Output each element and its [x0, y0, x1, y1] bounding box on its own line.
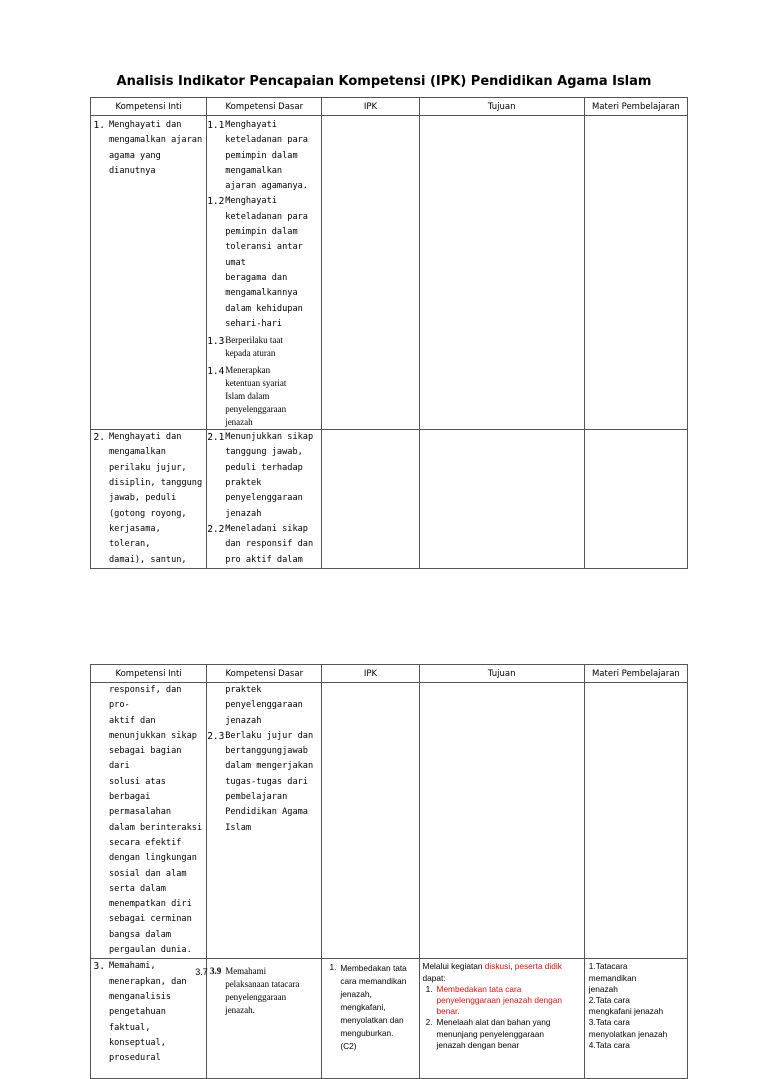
kd-2-1-text: Menunjukkan sikap tanggung jawab, peduli terhadap praktek penyelenggaraan jenazah [225, 432, 314, 519]
table-header-row [91, 665, 688, 683]
ki-1-text: Menghayati dan mengamalkan ajaran agama yang dianutnya [109, 120, 203, 176]
tujuan-cell: Melalui kegiatan diskusi, peserta didik dapat: 1. Membedakan tata cara penyelenggaraan jenazah dengan benar. 2. Menelaah alat dan bahan yang menunjang penyelenggaraan jenazah dengan benar [419, 959, 584, 1079]
kd-cell: praktek penyelenggaraan jenazah 2.3 Berlaku jujur dan bertanggungjawab dalam mengerjakan tugas-tugas dari pembelajaran Pendidikan Agama Islam [207, 683, 322, 959]
kd-1-1-text: Menghayati keteladanan para pemimpin dalam mengamalkan ajaran agamanya. [225, 120, 308, 192]
ki-cell: 2. Menghayati dan mengamalkan perilaku jujur, disiplin, tanggung jawab, peduli (gotong royong, kerjasama, toleran, damai), santun, [91, 430, 207, 569]
materi-item: 1.Tatacara memandikan jenazah [588, 961, 637, 994]
kd-2-2-continued-text: praktek penyelenggaraan jenazah [225, 685, 303, 726]
tujuan-2-text: Menelaah alat dan bahan yang menunjang penyelenggaraan jenazah dengan benar [436, 1017, 551, 1050]
ipk-table-page-1 [90, 97, 688, 569]
ipk-cell: 1. Membedakan tata cara memandikan jenazah, mengkafani, menyolatkan dan menguburkan. (C2) [322, 959, 419, 1079]
ipk-table-page-2 [90, 664, 688, 1079]
kd-3-7-stub: 3.7 [195, 967, 208, 978]
kd-cell: 3.7 3.9 Memahami pelaksanaan tatacara penyelenggaraan jenazah. [207, 959, 322, 1079]
header-tujuan: Tujuan [419, 665, 584, 683]
materi-cell [584, 116, 687, 430]
materi-item: 4.Tata cara [588, 1039, 630, 1050]
kd-2-3-text: Berlaku jujur dan bertanggungjawab dalam mengerjakan tugas-tugas dari pembelajaran Pendidikan Agama Islam [225, 730, 314, 833]
materi-cell [584, 683, 687, 959]
tujuan-intro: Melalui kegiatan diskusi, peserta didik dapat: [422, 961, 562, 983]
ipk-1-text: Membedakan tata cara memandikan jenazah, mengkafani, menyolatkan dan menguburkan. (C2) [340, 963, 407, 1052]
ki-2-text: Menghayati dan mengamalkan perilaku jujur, disiplin, tanggung jawab, peduli (gotong royong, kerjasama, toleran, damai), santun, [109, 432, 203, 565]
ipk-cell [322, 683, 419, 959]
kd-cell: 2.1 Menunjukkan sikap tanggung jawab, peduli terhadap praktek penyelenggaraan jenazah 2.2 Meneladani sikap dan responsif dan pro aktif dalam [207, 430, 322, 569]
ki-cell: 3. Memahami, menerapkan, dan menganalisis pengetahuan faktual, konseptual, prosedural [91, 959, 207, 1079]
materi-cell [584, 959, 687, 1079]
ipk-cell [322, 430, 419, 569]
kd-2-2-text: Meneladani sikap dan responsif dan pro aktif dalam [225, 523, 314, 565]
header-kompetensi-dasar: Kompetensi Dasar [207, 98, 322, 116]
kd-1-2-text: Menghayati keteladanan para pemimpin dalam toleransi antar umat beragama dan mengamalkannya dalam kehidupan sehari-hari [225, 196, 308, 329]
ki-cell [91, 683, 207, 959]
ki-2-continued-text: responsif, dan pro- aktif dan menunjukkan sikap sebagai bagian dari solusi atas berbagai permasalahan dalam berinteraksi secara efektif dengan lingkungan sosial dan alam serta dalam menempatkan diri sebagai cerminan bangsa dalam pergaulan dunia. [109, 685, 203, 956]
table-row [91, 116, 688, 430]
header-materi: Materi Pembelajaran [584, 665, 687, 683]
header-tujuan: Tujuan [419, 98, 584, 116]
ipk-cell [322, 116, 419, 430]
tujuan-cell [419, 116, 584, 430]
tujuan-cell [419, 683, 584, 959]
header-kompetensi-inti: Kompetensi Inti [91, 665, 207, 683]
table-row [91, 959, 688, 1079]
ki-3-text: Memahami, menerapkan, dan menganalisis pengetahuan faktual, konseptual, prosedural [109, 961, 187, 1064]
kd-3-9-text: Memahami pelaksanaan tatacara penyelenggaraan jenazah. [225, 966, 300, 1016]
ki-cell: 1. Menghayati dan mengamalkan ajaran agama yang dianutnya [91, 116, 207, 430]
materi-item: 2.Tata cara mengkafani jenazah [588, 994, 664, 1017]
document-title: Analisis Indikator Pencapaian Kompetensi (IPK) Pendidikan Agama Islam [116, 74, 652, 89]
materi-item: 3.Tata cara menyolatkan jenazah [588, 1017, 668, 1039]
header-kompetensi-dasar: Kompetensi Dasar [207, 665, 322, 683]
materi-cell [584, 430, 687, 569]
header-materi: Materi Pembelajaran [584, 98, 687, 116]
tujuan-1-text: Membedakan tata cara penyelenggaraan jenazah dengan benar. [436, 983, 563, 1017]
header-ipk: IPK [322, 665, 419, 683]
kd-1-4-text: Menerapkan ketentuan syariat Islam dalam penyelenggaraan jenazah [225, 365, 287, 428]
table-row [91, 683, 688, 959]
tujuan-cell [419, 430, 584, 569]
table-row [91, 430, 688, 569]
header-ipk: IPK [322, 98, 419, 116]
header-kompetensi-inti: Kompetensi Inti [91, 98, 207, 116]
kd-cell: 1.1 Menghayati keteladanan para pemimpin dalam mengamalkan ajaran agamanya. 1.2 Menghayati keteladanan para pemimpin dalam toleransi antar umat beragama dan mengamalkannya dalam kehidupan sehari-hari 1.3 Berperilaku taat kepada aturan 1.4 Menerapkan ketentuan syariat Islam dalam penyelenggaraan jenazah [207, 116, 322, 430]
kd-1-3-text: Berperilaku taat kepada aturan [225, 335, 283, 359]
table-header-row [91, 98, 688, 116]
